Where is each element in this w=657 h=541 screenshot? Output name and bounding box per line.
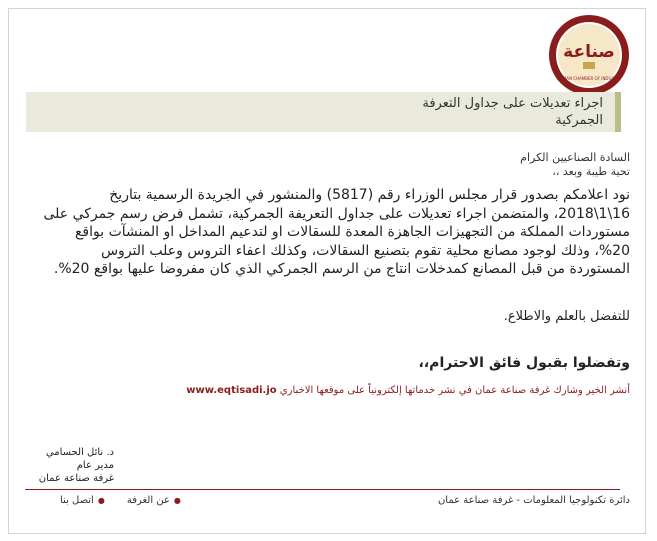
- footer-links: [60, 495, 181, 506]
- signatory-role: مدير عام: [76, 460, 114, 471]
- footer-contact-link[interactable]: [60, 495, 105, 506]
- subject-banner: [26, 92, 621, 132]
- news-site-link[interactable]: www.eqtisadi.jo: [186, 385, 277, 396]
- footer-divider: [25, 489, 620, 490]
- signature-block: [26, 446, 114, 485]
- announcement-body: نود اعلامكم بصدور قرار مجلس الوزراء رقم (5817) والمنشور في الجريدة الرسمية بتاريخ 16\1\2018، والمتضمن اجراء تعديلات على جداول التعريفة الجمركية، تشمل فرض رسم جمركي على مستوردات المملكة من التجهيزات الجاهزة المعدة للسقالات او لتدعيم المداخل او المنشآت بواقع 20%، وذلك لوجود مصانع محلية تقوم بتصنيع السقالات، وكذلك اعفاء التروس وعلب التروس المستوردة من قبل المصانع كمدخلات انتاج من الرسم الجمركي الذي كان مفروضا عليها بواقع 20%.: [43, 187, 630, 277]
- salutation-line-1: السادة الصناعيين الكرام: [520, 151, 630, 164]
- chamber-logo: [547, 13, 631, 97]
- subject-line-2: الجمركية: [555, 113, 603, 128]
- signatory-org: غرفة صناعة عمان: [38, 473, 114, 484]
- salutation: [520, 151, 630, 179]
- share-note: [186, 385, 630, 396]
- footer-about-link[interactable]: [127, 495, 181, 506]
- closing-line: للتفضل بالعلم والاطلاع.: [503, 309, 630, 324]
- bullet-icon: ●: [173, 496, 181, 505]
- salutation-line-2: تحية طيبة وبعد ،،: [552, 165, 630, 178]
- footer-contact-label: اتصل بنا: [60, 495, 94, 506]
- signatory-name: د. نائل الحسامي: [45, 447, 114, 458]
- share-text: أنشر الخير وشارك غرفة صناعة عمان في نشر خدماتها إلكترونياً على موقعها الاخباري: [279, 385, 630, 396]
- regards-line: وتفضلوا بقبول فائق الاحترام،،: [418, 355, 630, 371]
- footer-department: دائرة تكنولوجيا المعلومات - غرفة صناعة عمان: [437, 495, 630, 506]
- logo-subtext: AMMAN CHAMBER OF INDUSTRY: [556, 76, 622, 81]
- bullet-icon: ●: [97, 496, 105, 505]
- subject-line-1: اجراء تعديلات على جداول التعرفة: [422, 96, 603, 111]
- footer-about-label: عن الغرفة: [126, 495, 170, 506]
- logo-text: صناعة: [563, 42, 615, 62]
